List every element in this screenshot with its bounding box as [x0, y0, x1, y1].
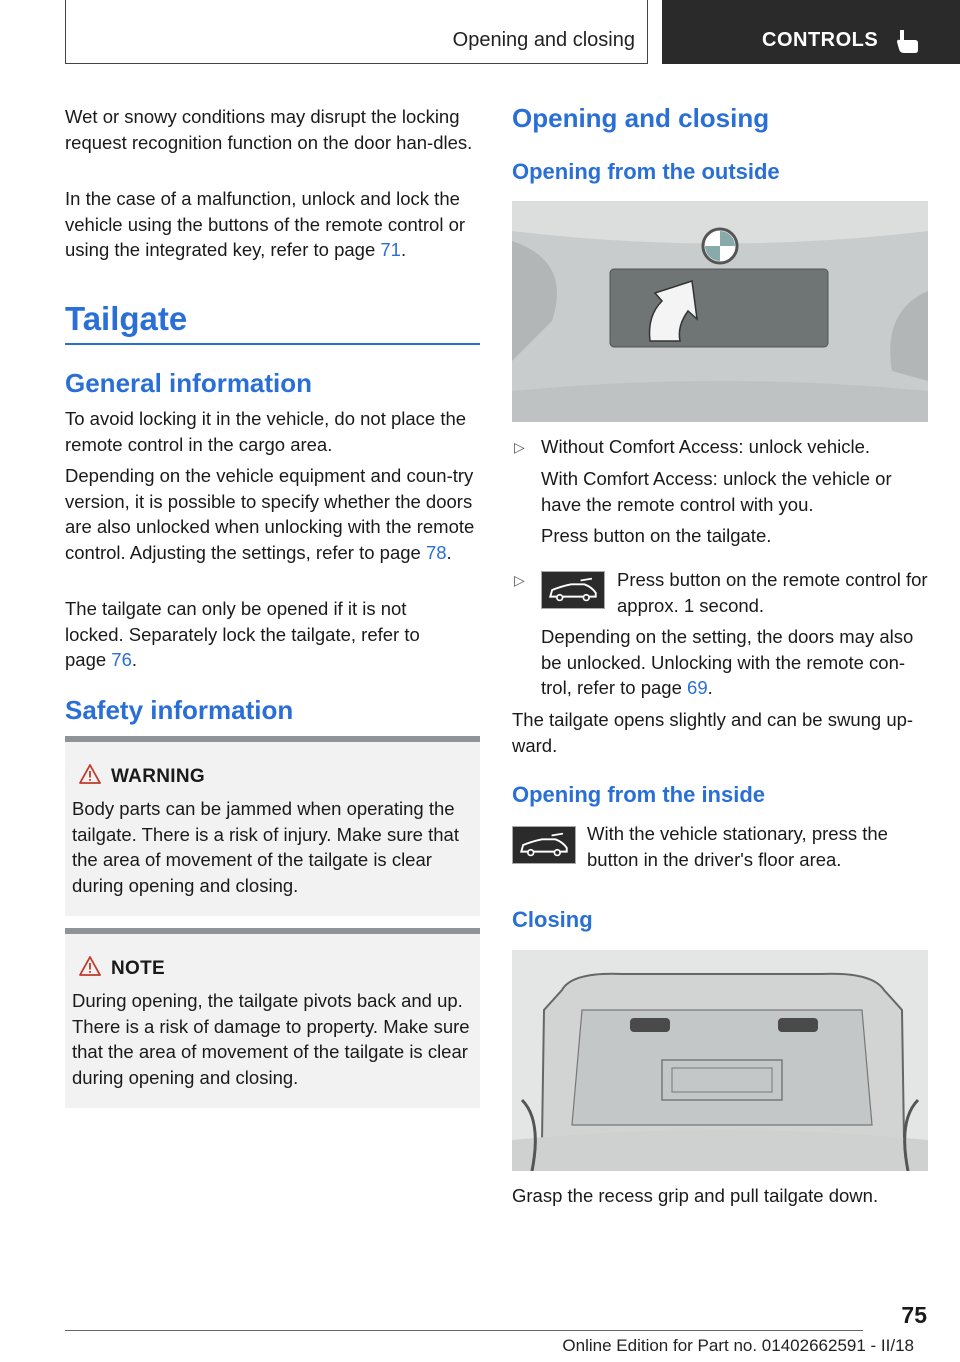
- caution-triangle-icon: [79, 956, 101, 976]
- bullet-marker-1: ▷: [514, 439, 525, 455]
- tailgate-outside-illustration: [512, 201, 928, 422]
- note-text: During opening, the tailgate pivots back and up. There is a risk of damage to property. Make sure that the area of movement of the tailgate is clear during opening and closing.: [72, 990, 470, 1088]
- warning-callout-bar: [65, 736, 480, 742]
- heading-rule: [65, 343, 480, 345]
- warning-title: WARNING: [111, 766, 205, 787]
- footer-edition: Online Edition for Part no. 01402662591 - II/18: [562, 1336, 914, 1355]
- bullet-1-line-2: With Comfort Access: unlock the vehicle or have the remote control with you.: [541, 468, 892, 515]
- note-title: NOTE: [111, 958, 165, 979]
- page-link-71[interactable]: 71: [380, 239, 401, 260]
- opening-closing-heading: Opening and closing: [512, 103, 770, 133]
- page-link-69[interactable]: 69: [687, 677, 708, 698]
- bullet-marker-2: ▷: [514, 572, 525, 588]
- warning-text: Body parts can be jammed when operating the tailgate. There is a risk of injury. Make sure that the area of movement of the tailgate is clear during opening and closing.: [72, 798, 459, 896]
- general-paragraph-3: [65, 596, 465, 673]
- bullet-2-line-2-end: .: [707, 677, 713, 698]
- tailgate-inside-illustration: [512, 950, 928, 1171]
- bullet-2-line-2: [541, 624, 928, 701]
- general-paragraph-3-text: The tailgate can only be opened if it is not locked. Separately lock the tailgate, refer to page: [65, 598, 420, 670]
- floor-tailgate-button-icon: [512, 826, 576, 864]
- note-callout-bar: [65, 928, 480, 934]
- page-link-76[interactable]: 76: [111, 649, 132, 670]
- bullet-2-line-1: Press button on the remote control for approx. 1 second.: [617, 569, 928, 616]
- swing-paragraph: The tailgate opens slightly and can be swung up-ward.: [512, 709, 914, 756]
- safety-information-heading: Safety information: [65, 695, 294, 725]
- malfunction-paragraph: [65, 186, 483, 263]
- footer-rule: [65, 1330, 863, 1331]
- general-paragraph-3-end: .: [131, 649, 138, 670]
- page-number: 75: [901, 1302, 927, 1328]
- inside-paragraph: With the vehicle stationary, press the button in the driver's floor area.: [587, 823, 888, 870]
- malfunction-end: .: [400, 239, 407, 260]
- warning-callout: [65, 736, 480, 916]
- general-paragraph-2: [65, 463, 483, 565]
- general-paragraph-1: To avoid locking it in the vehicle, do not place the remote control in the cargo area.: [65, 408, 467, 455]
- general-paragraph-2-end: .: [446, 541, 452, 563]
- opening-inside-heading: Opening from the inside: [512, 782, 766, 807]
- header-chapter-title: CONTROLS: [762, 29, 879, 51]
- bullet-2-line-2-text: Depending on the setting, the doors may also be unlocked. Unlocking with the remote con-trol, refer to page: [541, 626, 914, 698]
- bullet-1-line-3: Press button on the tailgate.: [541, 525, 772, 546]
- page-link-78[interactable]: 78: [425, 541, 447, 563]
- general-information-heading: General information: [65, 368, 313, 398]
- header-section-title: Opening and closing: [452, 29, 635, 51]
- closing-heading: Closing: [512, 907, 593, 932]
- intro-paragraph: Wet or snowy conditions may disrupt the locking request recognition function on the door han-dles.: [65, 106, 473, 153]
- tailgate-heading: Tailgate: [65, 300, 188, 337]
- malfunction-text: In the case of a malfunction, unlock and lock the vehicle using the buttons of the remote control or using the integrated key, refer to page: [65, 188, 466, 260]
- warning-triangle-icon: [79, 764, 101, 784]
- opening-outside-heading: Opening from the outside: [512, 159, 780, 184]
- note-callout: [65, 928, 480, 1108]
- tailgate-remote-button-icon: [541, 571, 605, 609]
- bullet-1-line-1: Without Comfort Access: unlock vehicle.: [541, 436, 871, 457]
- pointing-hand-icon: [895, 26, 921, 54]
- general-paragraph-2-text: Depending on the vehicle equipment and coun-try version, it is possible to specify whether the doors are also unlocked when unlocking with the remote control. Adjusting the settings, refer to page: [65, 465, 475, 563]
- closing-paragraph: Grasp the recess grip and pull tailgate down.: [512, 1185, 879, 1206]
